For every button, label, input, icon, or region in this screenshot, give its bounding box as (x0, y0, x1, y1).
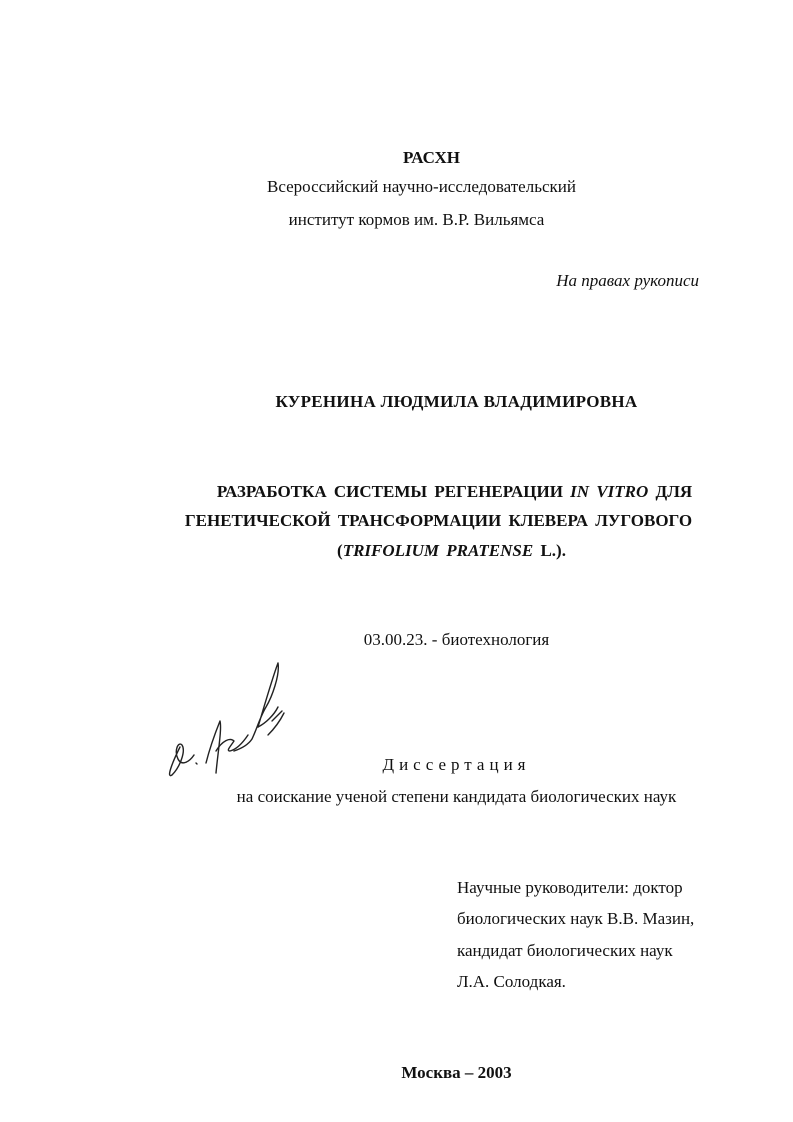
dissertation-purpose: на соискание ученой степени кандидата биологических наук (236, 787, 677, 806)
supervisors-line1: Научные руководители: доктор (457, 878, 683, 897)
org-name-line2: институт кормов им. В.Р. Вильямса (288, 210, 545, 229)
title-line2: ГЕНЕТИЧЕСКОЙ ТРАНСФОРМАЦИИ КЛЕВЕРА ЛУГОВОГО (184, 511, 693, 530)
title-line1 (58, 481, 793, 503)
title-line1-part2: ДЛЯ (648, 482, 693, 501)
dissertation-label: Диссертация (382, 755, 531, 774)
author-name: КУРЕНИНА ЛЮДМИЛА ВЛАДИМИРОВНА (275, 392, 638, 411)
org-name-line1: Всероссийский научно-исследовательский (267, 177, 576, 196)
supervisors-line4: Л.А. Солодкая. (457, 972, 566, 991)
supervisors-line2: биологических наук В.В. Мазин, (457, 909, 695, 928)
org-abbreviation: РАСХН (403, 148, 460, 167)
title-line3-open: ( (337, 541, 343, 560)
title-line3-close: L.). (533, 541, 566, 560)
rights-note: На правах рукописи (556, 271, 699, 290)
title-line3 (55, 540, 793, 562)
specialty-code: 03.00.23. - биотехнология (363, 630, 550, 649)
title-line1-italic: IN VITRO (570, 482, 649, 501)
place-year: Москва – 2003 (401, 1063, 512, 1082)
supervisors-line3: кандидат биологических наук (457, 941, 673, 960)
title-line1-part1: РАЗРАБОТКА СИСТЕМЫ РЕГЕНЕРАЦИИ (216, 482, 571, 501)
title-line3-italic: TRIFOLIUM PRATENSE (342, 541, 534, 560)
